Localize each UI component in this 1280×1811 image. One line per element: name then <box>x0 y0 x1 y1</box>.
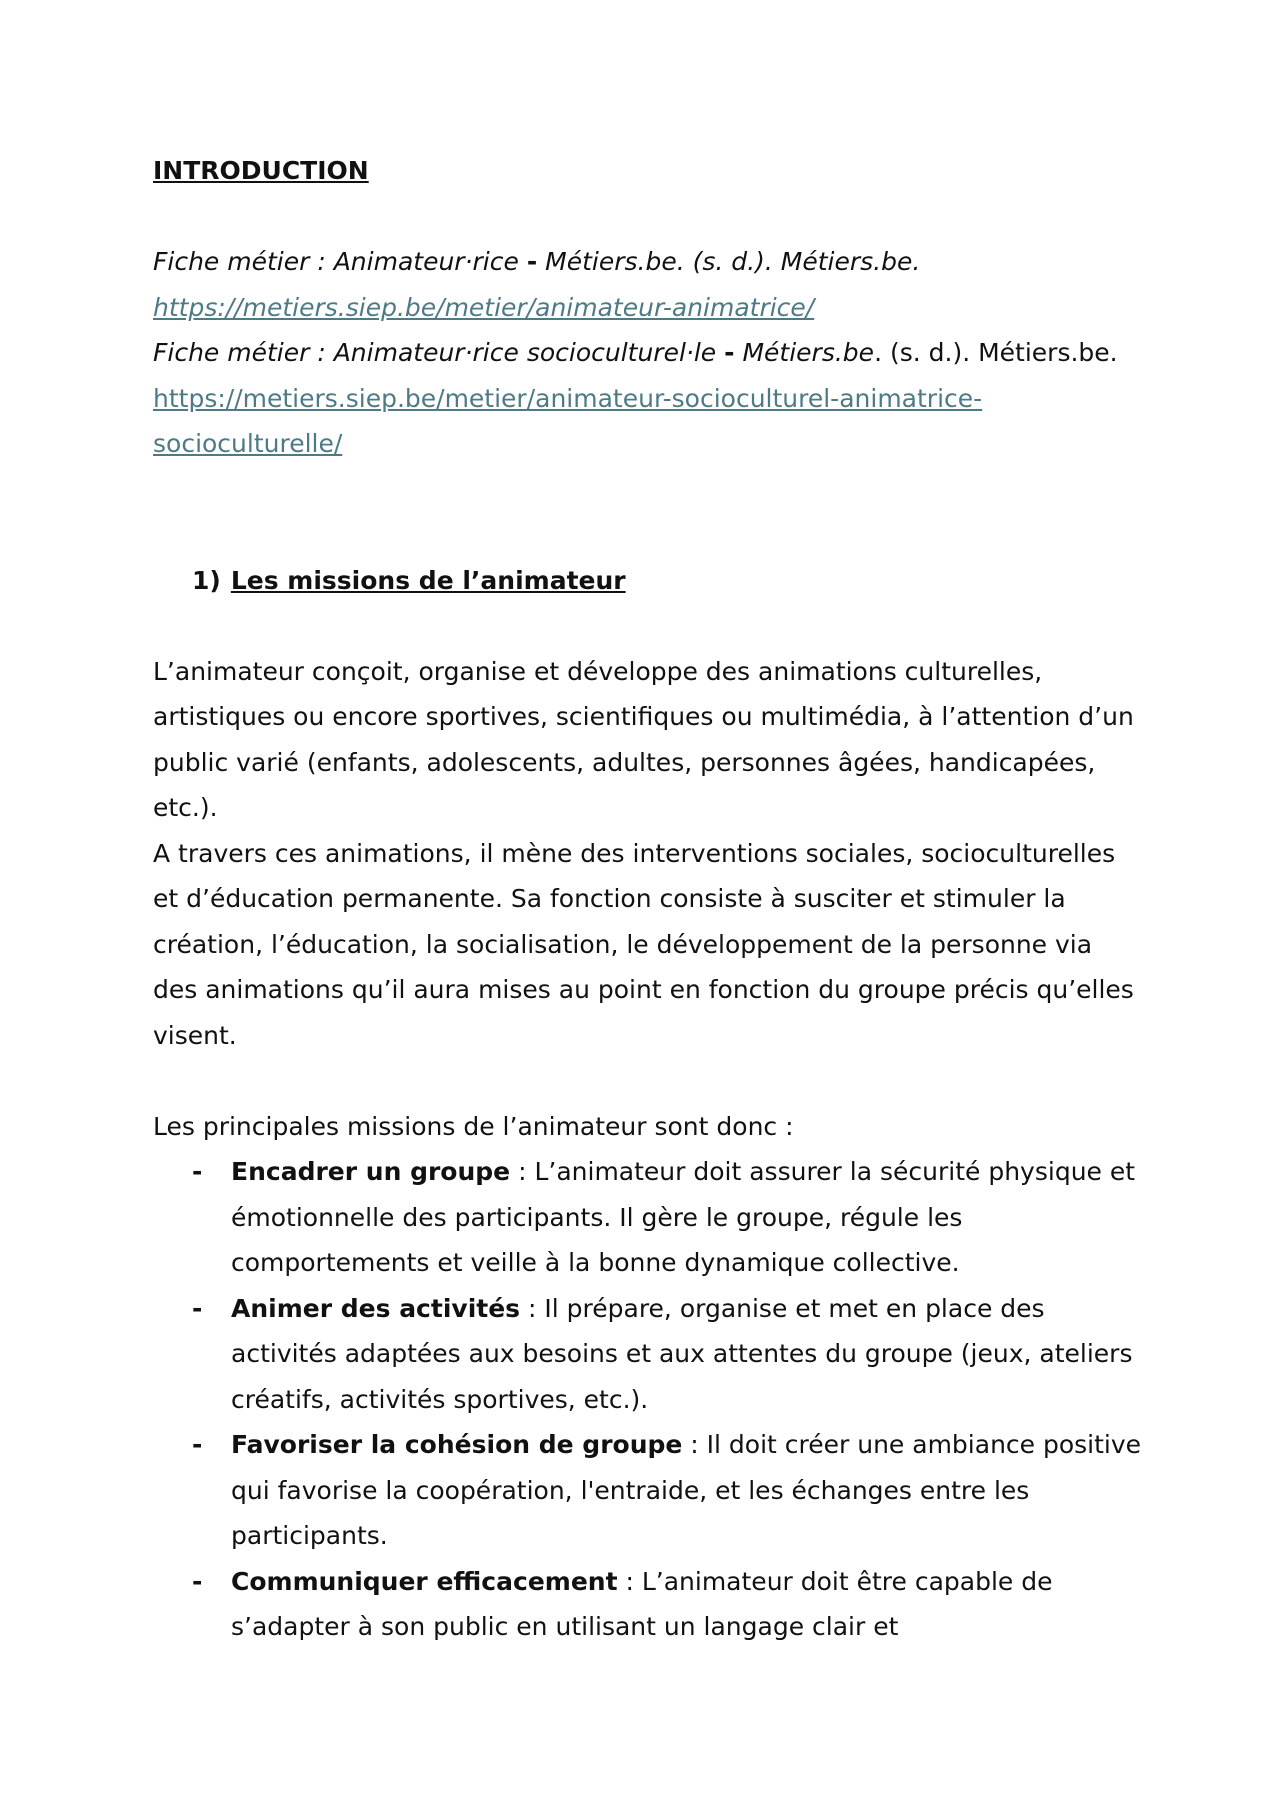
mission-term: Communiquer efficacement <box>231 1566 618 1596</box>
section-heading <box>153 558 1143 604</box>
paragraph-interventions: A travers ces animations, il mène des interventions sociales, socioculturelles et d’éducation permanente. Sa fonction consiste à susciter et stimuler la création, l’éducation, la socialisation, le développement de la personne via des animations qu’il aura mises au point en fonction du groupe précis qu’elles visent. <box>153 838 1134 1050</box>
mission-term: Animer des activités <box>231 1293 521 1323</box>
missions-intro: Les principales missions de l’animateur sont donc : <box>153 1111 794 1141</box>
reference-2-dash: - <box>724 338 735 367</box>
list-item <box>153 1559 1143 1650</box>
mission-text: : Il doit créer une ambiance positive qui favorise la coopération, l'entraide, et les échanges entre les participants. <box>231 1430 1142 1550</box>
reference-1-source: Métiers.be. (s. d.). Métiers.be. <box>537 247 921 276</box>
bullet-dash: - <box>192 1293 203 1323</box>
bullet-dash: - <box>192 1157 203 1186</box>
reference-1-dash: - <box>526 247 538 276</box>
bullet-dash: - <box>192 1566 203 1596</box>
reference-1 <box>153 239 1143 330</box>
mission-text: : L’animateur doit assurer la sécurité physique et émotionnelle des participants. Il gère le groupe, régule les comportements et veille à la bonne dynamique collective. <box>231 1157 1136 1277</box>
mission-term: Favoriser la cohésion de groupe <box>231 1430 683 1459</box>
intro-title: INTRODUCTION <box>153 156 369 185</box>
reference-2-date: . (s. d.). Métiers.be. <box>874 338 1118 367</box>
paragraph-intro: L’animateur conçoit, organise et développe des animations culturelles, artistiques ou encore sportives, scientifiques ou multimédia, à l’attention d’un public varié (enfants, adolescents, adultes, personnes âgées, handicapées, etc.). <box>153 656 1134 822</box>
mission-term: Encadrer un groupe <box>231 1157 511 1186</box>
reference-1-link[interactable]: https://metiers.siep.be/metier/animateur-animatrice/ <box>153 292 815 322</box>
list-item <box>153 1422 1143 1559</box>
reference-2-link[interactable]: https://metiers.siep.be/metier/animateur-socioculturel-animatrice-socioculturelle/ <box>153 383 983 458</box>
list-item <box>153 1286 1143 1423</box>
section-number: 1) <box>192 565 221 595</box>
reference-1-title: Fiche métier : Animateur·rice <box>153 247 527 276</box>
mission-text: : L’animateur doit être capable de s’adapter à son public en utilisant un langage clair et <box>231 1566 1053 1641</box>
reference-2-title: Fiche métier : Animateur·rice socioculturel·le <box>153 338 725 367</box>
missions-list <box>153 1149 1143 1650</box>
section-title: Les missions de l’animateur <box>230 565 626 595</box>
bullet-dash: - <box>192 1430 203 1459</box>
reference-2 <box>153 330 1143 467</box>
list-item <box>153 1149 1143 1286</box>
reference-2-source: Métiers.be <box>734 338 875 367</box>
document-body <box>153 148 1143 1650</box>
mission-text: : Il prépare, organise et met en place des activités adaptées aux besoins et aux attentes du groupe (jeux, ateliers créatifs, activités sportives, etc.). <box>231 1293 1133 1414</box>
